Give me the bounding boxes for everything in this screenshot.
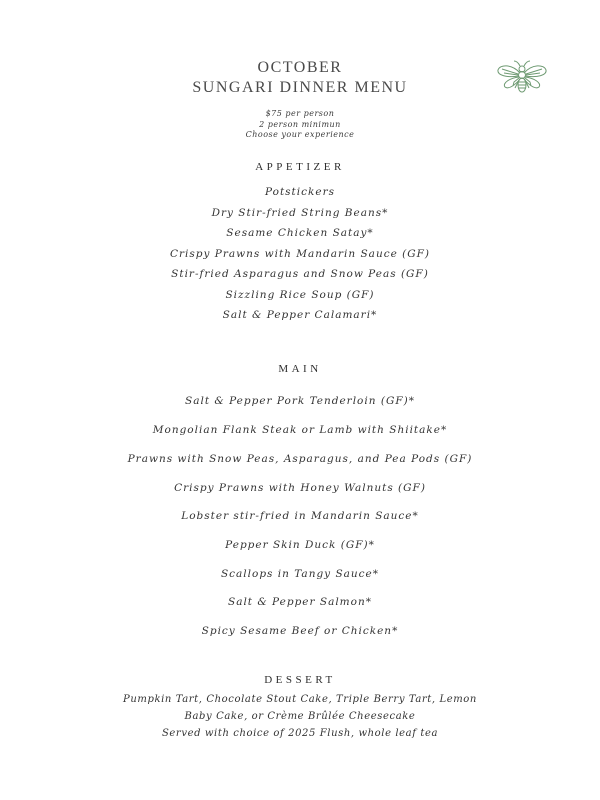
appetizer-item: Stir-fried Asparagus and Snow Peas (GF) — [171, 268, 429, 280]
choose-text: Choose your experience — [245, 130, 355, 139]
main-item: Salt & Pepper Pork Tenderloin (GF)* — [185, 395, 415, 407]
appetizer-item: Crispy Prawns with Mandarin Sauce (GF) — [169, 248, 431, 260]
appetizer-item: Sizzling Rice Soup (GF) — [225, 289, 375, 301]
appetizer-item: Sesame Chicken Satay* — [226, 227, 374, 239]
main-item: Salt & Pepper Salmon* — [228, 596, 372, 608]
main-item: Crispy Prawns with Honey Walnuts (GF) — [174, 482, 426, 494]
main-item: Lobster stir-fried in Mandarin Sauce* — [181, 510, 419, 522]
main-item: Mongolian Flank Steak or Lamb with Shiitake* — [152, 424, 448, 436]
main-item: Scallops in Tangy Sauce* — [220, 568, 380, 580]
dessert-heading: DESSERT — [264, 674, 336, 686]
dessert-description: Pumpkin Tart, Chocolate Stout Cake, Triple Berry Tart, Lemon Baby Cake, or Crème Brûlée Cheesecake — [123, 694, 477, 722]
tea-note: Served with choice of 2025 Flush, whole leaf tea — [161, 728, 439, 739]
appetizer-heading: APPETIZER — [255, 161, 345, 173]
menu-title-month: OCTOBER — [257, 59, 343, 76]
appetizer-item: Potstickers — [264, 186, 335, 198]
appetizer-item: Dry Stir-fried String Beans* — [211, 207, 389, 219]
main-heading: MAIN — [278, 363, 322, 375]
main-item: Spicy Sesame Beef or Chicken* — [201, 625, 399, 637]
main-item: Prawns with Snow Peas, Asparagus, and Pea Pods (GF) — [127, 453, 473, 465]
appetizer-item: Salt & Pepper Calamari* — [222, 309, 378, 321]
menu-title: SUNGARI DINNER MENU — [192, 79, 408, 96]
main-item: Pepper Skin Duck (GF)* — [225, 539, 375, 551]
price-text: $75 per person — [265, 109, 335, 118]
bee-icon — [496, 58, 548, 96]
minimum-text: 2 person minimun — [259, 119, 341, 129]
